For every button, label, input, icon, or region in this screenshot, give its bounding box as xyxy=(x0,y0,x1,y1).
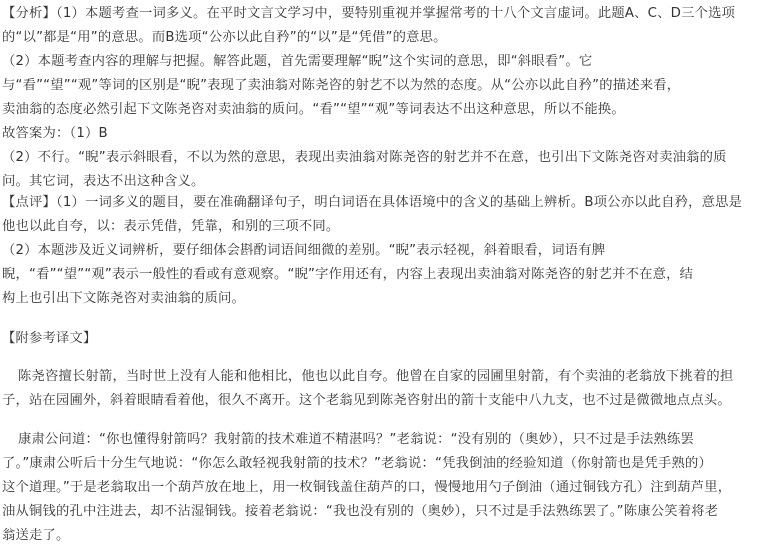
translation-line: 这个道理。”于是老翁取出一个葫芦放在地上，用一枚铜钱盖住葫芦的口，慢慢地用勺子倒油（通过铜钱方孔）注到葫芦里， xyxy=(2,480,732,495)
review-line: 他也以此自夸，以：表示凭借，凭靠，和别的三项不同。 xyxy=(2,219,340,234)
translation-line: 油从铜钱的孔中注进去，却不沾湿铜钱。接着老翁说：“我也没有别的（奥妙），只不过是手法熟练罢了。”陈康公笑着将老 xyxy=(2,504,719,519)
translation-paragraph-2 xyxy=(2,428,776,548)
translation-line: 康肃公问道：“你也懂得射箭吗？我射箭的技术难道不精湛吗？”老翁说：“没有别的（奥妙），只不过是手法熟练罢 xyxy=(18,432,694,447)
analysis-line: 的“以”都是“用”的意思。而B选项“公亦以此自矜”的“以”是“凭借”的意思。 xyxy=(2,30,447,45)
translation-line: 陈尧咨擅长射箭，当时世上没有人能和他相比，他也以此自夸。他曾在自家的园圃里射箭，有个卖油的老翁放下挑着的担 xyxy=(18,369,734,384)
translation-heading-section xyxy=(2,327,776,351)
analysis-line: （2）本题考查内容的理解与把握。解答此题，首先需要理解“睨”这个实词的意思，即“斜眼看”。它 xyxy=(2,54,593,69)
analysis-section xyxy=(2,2,776,194)
translation-paragraph-1 xyxy=(2,365,776,413)
translation-line: 了。”康肃公听后十分生气地说：“你怎么敢轻视我射箭的技术？”老翁说：“凭我倒油的经验知道（你射箭也是凭手熟的） xyxy=(2,456,713,471)
analysis-line: 【分析】（1）本题考查一词多义。在平时文言文学习中，要特别重视并掌握常考的十八个文言虚词。此题A、C、D三个选项 xyxy=(2,6,736,21)
translation-line: 翁送走了。 xyxy=(2,528,70,543)
analysis-line: 故答案为：（1）B xyxy=(2,126,108,141)
review-line: （2）本题涉及近义词辨析，要仔细体会斟酌词语间细微的差别。“睨”表示轻视，斜着眼看，词语有脾 xyxy=(2,243,606,258)
review-line: 【点评】（1）一词多义的题目，要在准确翻译句子，明白词语在具体语境中的含义的基础上辨析。B项公亦以此自矜，意思是 xyxy=(2,195,743,210)
analysis-line: 与“看”“望”“观”等词的区别是“睨”表现了卖油翁对陈尧咨的射艺不以为然的态度。从“公亦以此自矜”的描述来看， xyxy=(2,78,681,93)
review-line: 构上也引出下文陈尧咨对卖油翁的质问。 xyxy=(2,291,245,306)
review-line: 睨，“看”“望”“观”表示一般性的看或有意观察。“睨”字作用还有，内容上表现出卖油翁对陈尧咨的射艺并不在意，结 xyxy=(2,267,694,282)
analysis-line: 卖油翁的态度必然引起下文陈尧咨对卖油翁的质问。“看”“望”“观”等词表达不出这种意思，所以不能换。 xyxy=(2,102,625,117)
review-section xyxy=(2,191,776,311)
translation-heading: 【附参考译文】 xyxy=(2,331,97,346)
analysis-line: （2）不行。“睨”表示斜眼看，不以为然的意思，表现出卖油翁对陈尧咨的射艺并不在意，也引出下文陈尧咨对卖油翁的质 xyxy=(2,150,727,165)
translation-line: 子，站在园圃外，斜着眼睛看着他，很久不离开。这个老翁见到陈尧咨射出的箭十支能中八九支，也不过是微微地点点头。 xyxy=(2,393,731,408)
analysis-line: 问。其它词，表达不出这种含义。 xyxy=(2,174,205,189)
